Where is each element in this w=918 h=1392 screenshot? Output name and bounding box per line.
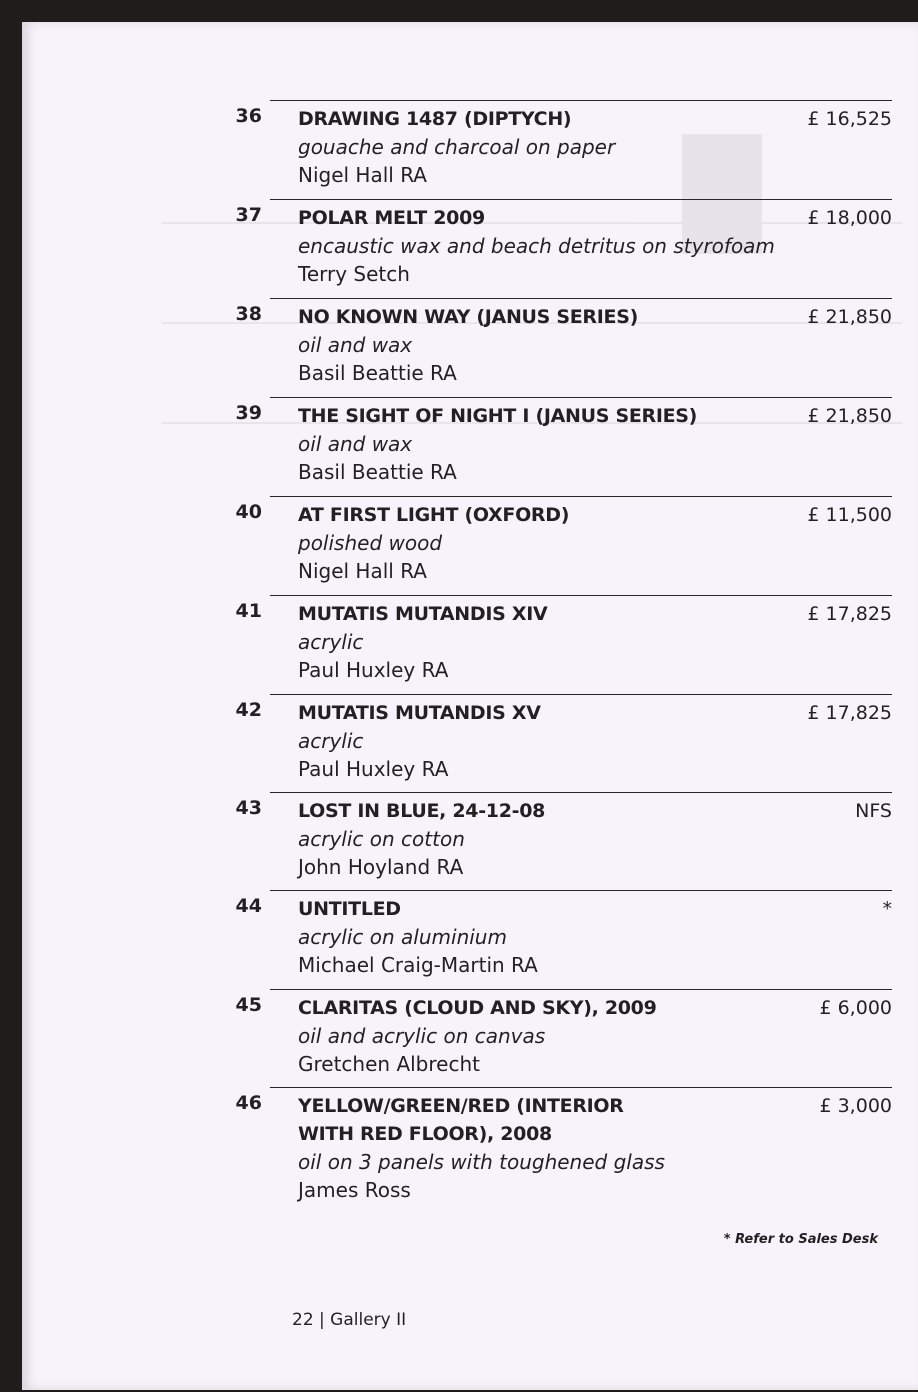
entry-number: 36 xyxy=(235,105,262,127)
entry-title: NO KNOWN WAY (JANUS SERIES) xyxy=(298,306,638,328)
entry-artist: John Hoyland RA xyxy=(298,855,464,879)
entry-price: £ 18,000 xyxy=(807,207,892,229)
entry-title: DRAWING 1487 (DIPTYCH) xyxy=(298,108,572,130)
list-item xyxy=(235,792,892,891)
sales-desk-note: * Refer to Sales Desk xyxy=(723,1232,878,1247)
entry-artist: Basil Beattie RA xyxy=(298,460,457,484)
entry-price: £ 21,850 xyxy=(807,405,892,427)
entry-title: AT FIRST LIGHT (OXFORD) xyxy=(298,504,570,526)
list-item xyxy=(235,890,892,989)
list-item xyxy=(235,100,892,199)
entry-artist: Michael Craig-Martin RA xyxy=(298,953,538,977)
entry-number: 39 xyxy=(235,402,262,424)
entry-price: NFS xyxy=(855,800,892,822)
list-item xyxy=(235,1087,892,1214)
entry-number: 43 xyxy=(235,797,262,819)
entry-title: MUTATIS MUTANDIS XIV xyxy=(298,603,548,625)
entry-medium: acrylic on aluminium xyxy=(298,925,507,949)
entry-medium: acrylic on cotton xyxy=(298,827,465,851)
entry-title: POLAR MELT 2009 xyxy=(298,207,485,229)
entry-number: 45 xyxy=(235,994,262,1016)
entry-number: 42 xyxy=(235,699,262,721)
entry-artist: Nigel Hall RA xyxy=(298,163,427,187)
list-item xyxy=(235,397,892,496)
entry-price: * xyxy=(882,898,892,920)
entry-medium: polished wood xyxy=(298,531,443,555)
list-item xyxy=(235,298,892,397)
entry-number: 37 xyxy=(235,204,262,226)
entry-artist: Nigel Hall RA xyxy=(298,559,427,583)
list-item xyxy=(235,496,892,595)
entry-number: 44 xyxy=(235,895,262,917)
entry-title: THE SIGHT OF NIGHT I (JANUS SERIES) xyxy=(298,405,698,427)
entry-title: CLARITAS (CLOUD AND SKY), 2009 xyxy=(298,997,657,1019)
entry-medium: acrylic xyxy=(298,729,364,753)
list-item xyxy=(235,694,892,793)
entry-price: £ 11,500 xyxy=(807,504,892,526)
entry-number: 46 xyxy=(235,1092,262,1114)
list-item xyxy=(235,595,892,694)
entry-artist: Basil Beattie RA xyxy=(298,361,457,385)
entry-number: 40 xyxy=(235,501,262,523)
entry-medium: oil on 3 panels with toughened glass xyxy=(298,1150,665,1174)
entry-medium: oil and wax xyxy=(298,432,413,456)
entry-artist: Gretchen Albrecht xyxy=(298,1052,480,1076)
catalogue-page xyxy=(22,22,918,1390)
entry-price: £ 21,850 xyxy=(807,306,892,328)
entry-price: £ 17,825 xyxy=(807,603,892,625)
entry-artist: Terry Setch xyxy=(298,262,410,286)
entry-price: £ 3,000 xyxy=(819,1095,892,1117)
entry-artist: Paul Huxley RA xyxy=(298,658,449,682)
list-item xyxy=(235,989,892,1088)
page-footer: 22 | Gallery II xyxy=(292,1310,407,1330)
entry-title: LOST IN BLUE, 24-12-08 xyxy=(298,800,546,822)
entry-title: UNTITLED xyxy=(298,898,401,920)
entry-number: 38 xyxy=(235,303,262,325)
entry-medium: oil and wax xyxy=(298,333,413,357)
list-item xyxy=(235,199,892,298)
entry-title: MUTATIS MUTANDIS XV xyxy=(298,702,541,724)
entry-price: £ 6,000 xyxy=(819,997,892,1019)
entry-medium: acrylic xyxy=(298,630,364,654)
entry-artist: James Ross xyxy=(298,1178,411,1202)
entry-medium: oil and acrylic on canvas xyxy=(298,1024,546,1048)
entry-number: 41 xyxy=(235,600,262,622)
entry-medium: gouache and charcoal on paper xyxy=(298,135,616,159)
entry-medium: encaustic wax and beach detritus on styrofoam xyxy=(298,234,775,258)
entry-price: £ 16,525 xyxy=(807,108,892,130)
entry-title: YELLOW/GREEN/RED (INTERIOR WITH RED FLOOR), 2008 xyxy=(298,1095,624,1145)
entry-price: £ 17,825 xyxy=(807,702,892,724)
entry-artist: Paul Huxley RA xyxy=(298,757,449,781)
